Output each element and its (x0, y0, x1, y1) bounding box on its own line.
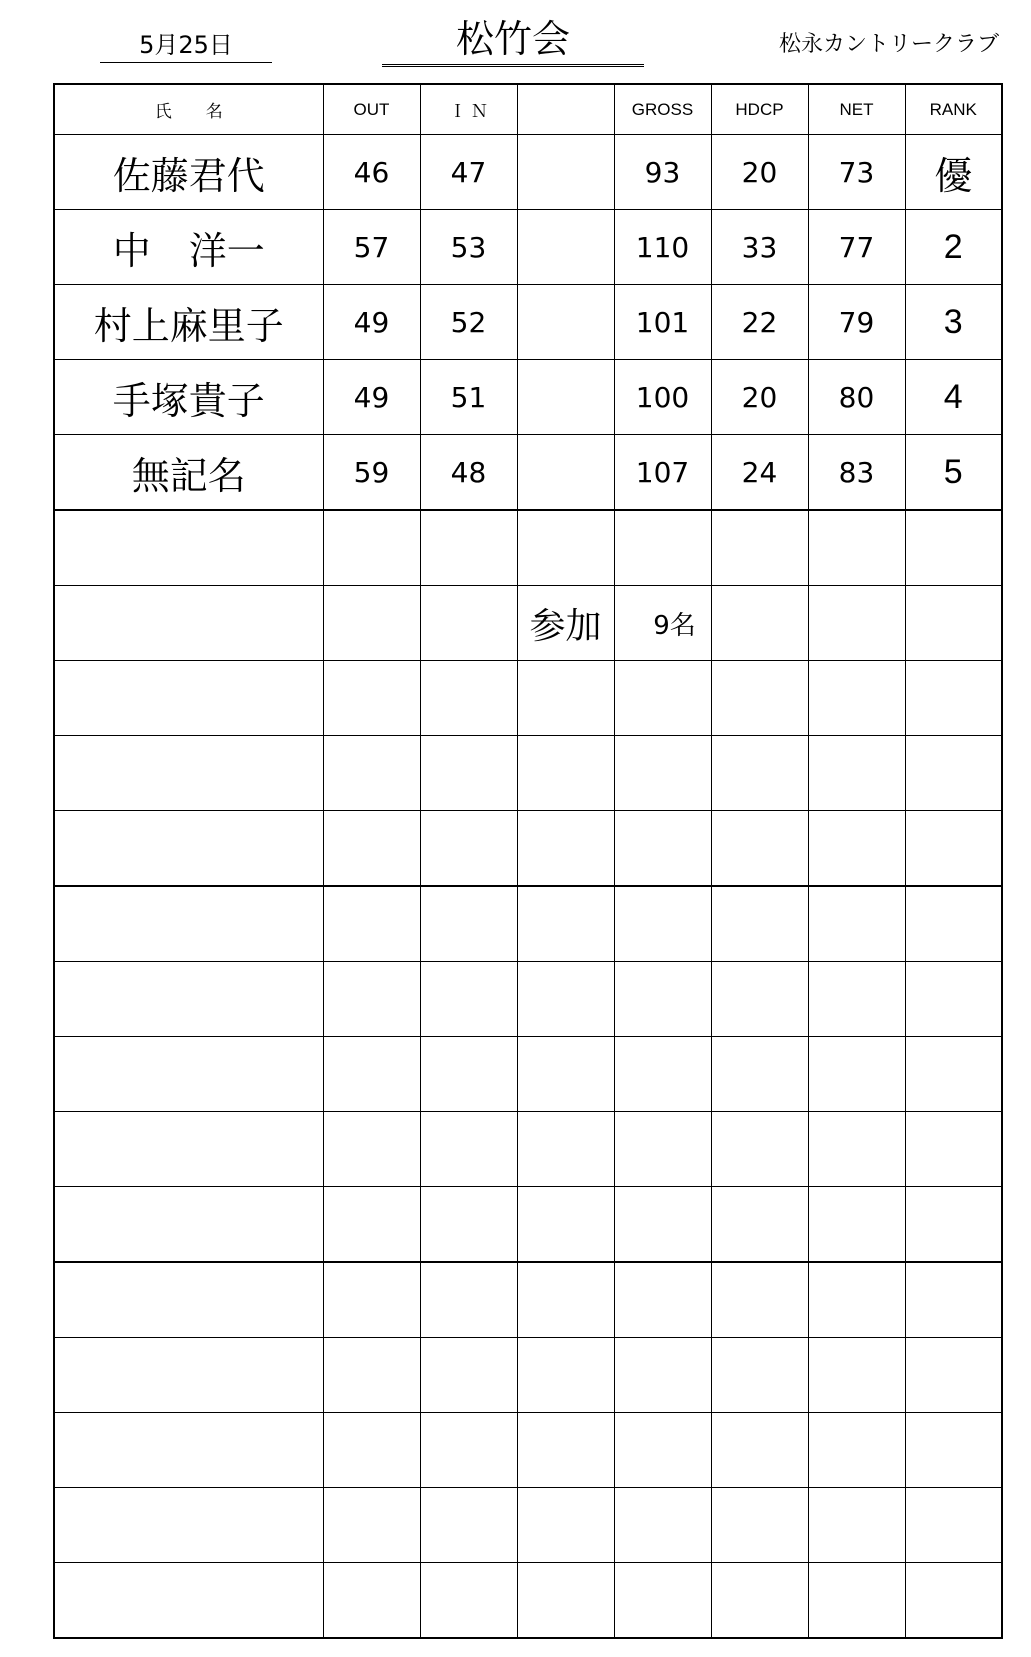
empty-row (54, 886, 1002, 962)
rank-value: 5 (905, 435, 1002, 511)
empty-cell (54, 586, 323, 661)
event-title: 松竹会 (382, 16, 644, 67)
empty-cell (905, 962, 1002, 1037)
out-score: 49 (323, 360, 420, 435)
empty-cell (323, 1413, 420, 1488)
empty-cell (517, 886, 614, 962)
empty-cell (614, 1112, 711, 1187)
player-name: 無記名 (54, 435, 323, 511)
empty-cell (711, 1563, 808, 1639)
empty-cell (323, 736, 420, 811)
empty-row (54, 661, 1002, 736)
empty-row (54, 1563, 1002, 1639)
hdcp-value: 24 (711, 435, 808, 511)
empty-cell (614, 1187, 711, 1263)
empty-cell (711, 1488, 808, 1563)
empty-row (54, 811, 1002, 887)
col-header-net: NET (808, 84, 905, 135)
empty-cell (517, 1187, 614, 1263)
empty-cell (323, 886, 420, 962)
empty-cell (323, 1112, 420, 1187)
empty-cell (808, 661, 905, 736)
empty-cell (711, 886, 808, 962)
empty-cell (905, 510, 1002, 586)
empty-cell (808, 1262, 905, 1338)
empty-cell (323, 510, 420, 586)
empty-cell (323, 1338, 420, 1413)
empty-cell (420, 586, 517, 661)
rank-value: 2 (905, 210, 1002, 285)
net-score: 73 (808, 135, 905, 210)
empty-cell (905, 1037, 1002, 1112)
empty-cell (420, 736, 517, 811)
empty-cell (420, 1262, 517, 1338)
in-score: 48 (420, 435, 517, 511)
empty-cell (517, 135, 614, 210)
hdcp-value: 20 (711, 360, 808, 435)
player-name: 手塚貴子 (54, 360, 323, 435)
empty-cell (323, 1488, 420, 1563)
empty-cell (808, 1112, 905, 1187)
hdcp-value: 33 (711, 210, 808, 285)
event-date: 5月25日 (100, 28, 272, 63)
gross-score: 93 (614, 135, 711, 210)
table-row (54, 285, 1002, 360)
empty-cell (420, 1488, 517, 1563)
col-header-in: Ｉ Ｎ (420, 84, 517, 135)
in-score: 51 (420, 360, 517, 435)
empty-row (54, 736, 1002, 811)
participants-label: 参加 (517, 586, 614, 661)
empty-cell (614, 811, 711, 887)
empty-cell (323, 962, 420, 1037)
empty-cell (905, 886, 1002, 962)
player-name: 佐藤君代 (54, 135, 323, 210)
in-score: 53 (420, 210, 517, 285)
empty-cell (711, 1187, 808, 1263)
empty-cell (420, 811, 517, 887)
empty-cell (54, 736, 323, 811)
empty-row (54, 1488, 1002, 1563)
empty-cell (517, 661, 614, 736)
empty-cell (905, 1488, 1002, 1563)
empty-cell (420, 1338, 517, 1413)
empty-cell (517, 510, 614, 586)
sheet-header (0, 0, 1031, 84)
empty-cell (711, 586, 808, 661)
empty-cell (54, 1338, 323, 1413)
table-row (54, 360, 1002, 435)
empty-row (54, 1413, 1002, 1488)
empty-cell (54, 1488, 323, 1563)
empty-cell (905, 661, 1002, 736)
empty-cell (711, 736, 808, 811)
out-score: 46 (323, 135, 420, 210)
empty-cell (420, 1187, 517, 1263)
empty-cell (54, 811, 323, 887)
empty-cell (808, 1413, 905, 1488)
empty-cell (808, 1187, 905, 1263)
rank-value: 3 (905, 285, 1002, 360)
empty-cell (905, 586, 1002, 661)
empty-cell (517, 1112, 614, 1187)
empty-cell (420, 1112, 517, 1187)
empty-row (54, 1338, 1002, 1413)
empty-cell (808, 886, 905, 962)
empty-cell (808, 1338, 905, 1413)
empty-cell (54, 661, 323, 736)
rank-value: 優 (905, 135, 1002, 210)
empty-cell (711, 1413, 808, 1488)
hdcp-value: 22 (711, 285, 808, 360)
empty-cell (420, 1037, 517, 1112)
empty-row (54, 962, 1002, 1037)
col-header-name: 氏 名 (54, 84, 323, 135)
empty-cell (808, 736, 905, 811)
empty-cell (614, 736, 711, 811)
empty-cell (905, 736, 1002, 811)
out-score: 59 (323, 435, 420, 511)
empty-cell (54, 510, 323, 586)
out-score: 57 (323, 210, 420, 285)
empty-cell (808, 1037, 905, 1112)
empty-cell (905, 1262, 1002, 1338)
net-score: 77 (808, 210, 905, 285)
empty-row (54, 510, 1002, 586)
empty-cell (54, 1563, 323, 1639)
empty-cell (517, 435, 614, 511)
col-header-gross: GROSS (614, 84, 711, 135)
empty-cell (905, 1112, 1002, 1187)
col-header-blank (517, 84, 614, 135)
empty-cell (808, 1488, 905, 1563)
player-name: 村上麻里子 (54, 285, 323, 360)
empty-cell (517, 1262, 614, 1338)
net-score: 79 (808, 285, 905, 360)
empty-cell (54, 1262, 323, 1338)
gross-score: 101 (614, 285, 711, 360)
gross-score: 110 (614, 210, 711, 285)
empty-cell (420, 510, 517, 586)
empty-cell (711, 1037, 808, 1112)
club-name: 松永カントリークラブ (778, 32, 999, 57)
in-score: 52 (420, 285, 517, 360)
table-row (54, 210, 1002, 285)
empty-cell (517, 736, 614, 811)
empty-cell (517, 811, 614, 887)
gross-score: 100 (614, 360, 711, 435)
empty-cell (808, 1563, 905, 1639)
empty-cell (711, 661, 808, 736)
empty-cell (323, 811, 420, 887)
table-row (54, 435, 1002, 511)
col-header-rank: RANK (905, 84, 1002, 135)
empty-cell (517, 1338, 614, 1413)
participants-count: 9名 (614, 586, 711, 661)
col-header-out: OUT (323, 84, 420, 135)
empty-cell (517, 962, 614, 1037)
empty-cell (614, 1488, 711, 1563)
net-score: 83 (808, 435, 905, 511)
empty-cell (808, 586, 905, 661)
empty-cell (323, 1262, 420, 1338)
empty-cell (517, 360, 614, 435)
empty-cell (614, 1413, 711, 1488)
empty-cell (517, 1488, 614, 1563)
empty-cell (54, 962, 323, 1037)
empty-cell (323, 586, 420, 661)
empty-cell (808, 962, 905, 1037)
empty-cell (614, 510, 711, 586)
empty-row (54, 1037, 1002, 1112)
empty-cell (711, 510, 808, 586)
table-row (54, 135, 1002, 210)
rank-value: 4 (905, 360, 1002, 435)
empty-cell (905, 1413, 1002, 1488)
empty-cell (905, 1338, 1002, 1413)
empty-cell (420, 1563, 517, 1639)
empty-row (54, 1112, 1002, 1187)
empty-cell (420, 1413, 517, 1488)
empty-cell (420, 886, 517, 962)
empty-cell (323, 1187, 420, 1263)
empty-cell (614, 886, 711, 962)
empty-row (54, 1187, 1002, 1263)
empty-cell (711, 962, 808, 1037)
empty-cell (905, 1187, 1002, 1263)
net-score: 80 (808, 360, 905, 435)
empty-cell (54, 1037, 323, 1112)
empty-row (54, 1262, 1002, 1338)
header-row (54, 84, 1002, 135)
empty-cell (54, 1187, 323, 1263)
out-score: 49 (323, 285, 420, 360)
empty-cell (808, 811, 905, 887)
empty-cell (614, 1563, 711, 1639)
empty-cell (614, 1262, 711, 1338)
empty-cell (905, 1563, 1002, 1639)
empty-cell (323, 1563, 420, 1639)
in-score: 47 (420, 135, 517, 210)
empty-cell (711, 1338, 808, 1413)
empty-cell (517, 1413, 614, 1488)
empty-cell (711, 811, 808, 887)
participants-row (54, 586, 1002, 661)
empty-cell (517, 1563, 614, 1639)
empty-cell (614, 962, 711, 1037)
empty-cell (614, 661, 711, 736)
empty-cell (420, 962, 517, 1037)
empty-cell (614, 1338, 711, 1413)
empty-cell (323, 1037, 420, 1112)
player-name: 中 洋一 (54, 210, 323, 285)
empty-cell (54, 1413, 323, 1488)
empty-cell (420, 661, 517, 736)
gross-score: 107 (614, 435, 711, 511)
hdcp-value: 20 (711, 135, 808, 210)
empty-cell (808, 510, 905, 586)
empty-cell (905, 811, 1002, 887)
col-header-hdcp: HDCP (711, 84, 808, 135)
empty-cell (54, 886, 323, 962)
empty-cell (517, 285, 614, 360)
empty-cell (323, 661, 420, 736)
empty-cell (54, 1112, 323, 1187)
empty-cell (711, 1262, 808, 1338)
empty-cell (614, 1037, 711, 1112)
empty-cell (517, 210, 614, 285)
score-table (53, 83, 1003, 1639)
empty-cell (711, 1112, 808, 1187)
empty-cell (517, 1037, 614, 1112)
